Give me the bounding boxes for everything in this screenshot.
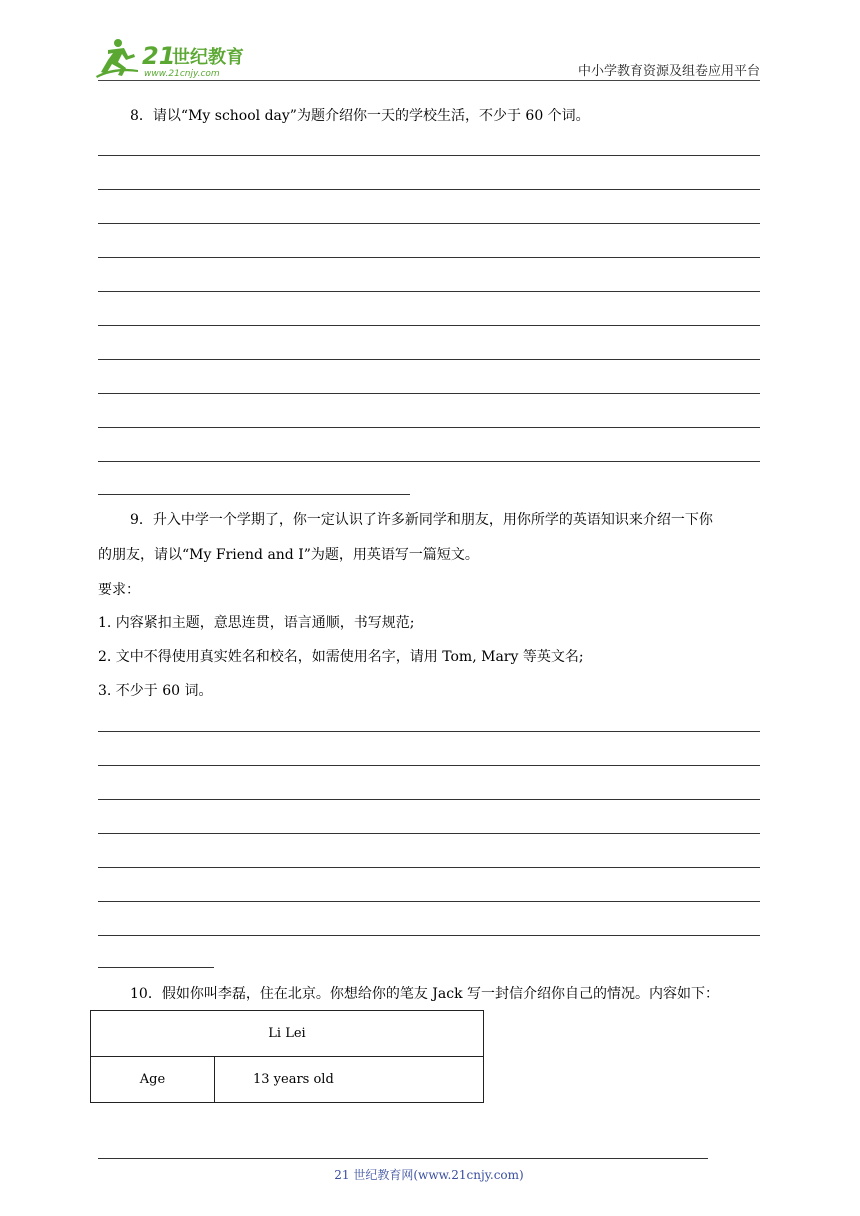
site-logo bbox=[94, 36, 264, 80]
question-9-prompt-line1: 9．升入中学一个学期了，你一定认识了许多新同学和朋友，用你所学的英语知识来介绍一下你 bbox=[130, 512, 713, 528]
answer-line bbox=[98, 731, 760, 732]
footer-link[interactable]: 21 世纪教育网(www.21cnjy.com) bbox=[334, 1168, 524, 1182]
answer-line bbox=[98, 901, 760, 902]
question-10-prompt: 10．假如你叫李磊，住在北京。你想给你的笔友 Jack 写一封信介绍你自己的情况。内容如下： bbox=[130, 986, 719, 1002]
question-8-prompt: 8．请以“My school day”为题介绍你一天的学校生活，不少于 60 个词。 bbox=[130, 108, 590, 124]
logo-url: www.21cnjy.com bbox=[144, 69, 220, 79]
answer-line bbox=[98, 799, 760, 800]
answer-line bbox=[98, 494, 410, 495]
answer-line bbox=[98, 257, 760, 258]
answer-line bbox=[98, 155, 760, 156]
age-value-cell: 13 years old bbox=[215, 1057, 484, 1103]
answer-line bbox=[98, 833, 760, 834]
logo-text: 世纪教育 bbox=[172, 47, 244, 68]
question-9-prompt-line2: 的朋友，请以“My Friend and I”为题，用英语写一篇短文。 bbox=[98, 547, 479, 563]
platform-name: 中小学教育资源及组卷应用平台 bbox=[577, 64, 760, 79]
age-label-cell: Age bbox=[91, 1057, 215, 1103]
answer-line bbox=[98, 189, 760, 190]
svg-text:21: 21 bbox=[142, 42, 176, 70]
answer-line bbox=[98, 223, 760, 224]
answer-line bbox=[98, 427, 760, 428]
name-cell: Li Lei bbox=[91, 1011, 484, 1057]
answer-line bbox=[98, 765, 760, 766]
runner-icon bbox=[96, 39, 138, 78]
requirements-label: 要求： bbox=[98, 582, 140, 598]
answer-line bbox=[98, 359, 760, 360]
header-divider bbox=[98, 80, 760, 81]
answer-line bbox=[98, 867, 760, 868]
answer-line bbox=[98, 935, 760, 936]
answer-line bbox=[98, 461, 760, 462]
table-row bbox=[91, 1057, 484, 1103]
footer-divider bbox=[98, 1158, 708, 1159]
answer-line bbox=[98, 967, 214, 968]
personal-info-table bbox=[90, 1010, 484, 1103]
table-row bbox=[91, 1011, 484, 1057]
requirement-2: 2. 文中不得使用真实姓名和校名，如需使用名字，请用 Tom, Mary 等英文名; bbox=[98, 649, 584, 665]
answer-line bbox=[98, 291, 760, 292]
requirement-3: 3. 不少于 60 词。 bbox=[98, 683, 213, 699]
answer-line bbox=[98, 325, 760, 326]
answer-line bbox=[98, 393, 760, 394]
requirement-1: 1. 内容紧扣主题，意思连贯，语言通顺，书写规范; bbox=[98, 615, 415, 631]
